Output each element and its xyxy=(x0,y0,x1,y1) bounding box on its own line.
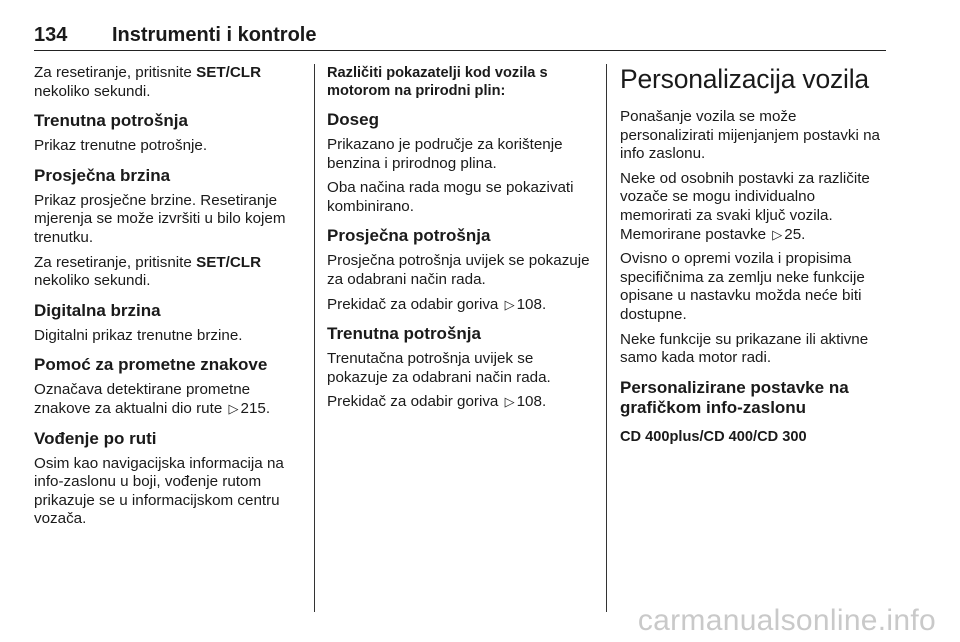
paragraph: Prikaz prosječne brzine. Resetiranje mjerenja se može izvršiti u bilo kojem trenutku. xyxy=(34,191,286,246)
paragraph: Prekidač za odabir goriva ▷ 108. xyxy=(327,393,547,411)
heading-route-guidance: Vođenje po ruti xyxy=(34,428,157,448)
heading-vehicle-personalization: Personalizacija vozila xyxy=(620,64,869,94)
page-reference-link[interactable]: 25. xyxy=(784,225,806,243)
paragraph: Oba načina rada mogu se pokazivati kombinirano. xyxy=(327,179,574,215)
column-right xyxy=(620,64,890,456)
heading-graphic-info-display: Personalizirane postavke na grafičkom info-zaslonu xyxy=(620,377,849,417)
paragraph: Označava detektirane prometne znakove za aktualni dio rute ▷ 215. xyxy=(34,381,271,417)
paragraph: Ovisno o opremi vozila i propisima specifičnima za zemlju neke funkcije opisane u nastavku možda neće biti dostupne. xyxy=(620,250,865,323)
page-reference-link[interactable]: 108. xyxy=(516,295,547,313)
column-middle xyxy=(327,64,593,418)
page-reference-link[interactable]: 108. xyxy=(516,393,547,411)
reset-instruction: Za resetiranje, pritisnite SET/CLR nekoliko sekundi. xyxy=(34,64,262,100)
section-title: Instrumenti i kontrole xyxy=(112,24,317,46)
set-clr-label: SET/CLR xyxy=(196,253,262,271)
heading-digital-speed: Digitalna brzina xyxy=(34,300,161,320)
page-reference-icon: ▷ xyxy=(504,296,515,312)
page-number: 134 xyxy=(34,24,68,46)
heading-average-consumption: Prosječna potrošnja xyxy=(327,226,491,246)
page-reference-icon: ▷ xyxy=(504,394,515,410)
paragraph: Neke od osobnih postavki za različite vozače se mogu individualno memorirati za svaki ključ vozila. Memorirane postavke ▷ 25. xyxy=(620,169,870,243)
reset-instruction: Za resetiranje, pritisnite SET/CLR nekoliko sekundi. xyxy=(34,253,262,290)
paragraph: Osim kao navigacijska informacija na info-zaslonu u boji, vođenje rutom prikazuje se u informacijskom centru vozača. xyxy=(34,454,284,528)
set-clr-label: SET/CLR xyxy=(196,64,262,81)
heading-current-consumption: Trenutna potrošnja xyxy=(327,324,481,344)
paragraph: Trenutačna potrošnja uvijek se pokazuje za odabrani način rada. xyxy=(327,350,551,386)
page-reference-link[interactable]: 215. xyxy=(240,399,271,417)
page-header xyxy=(34,22,886,51)
column-divider xyxy=(606,64,607,612)
heading-average-speed: Prosječna brzina xyxy=(34,165,171,185)
watermark-text: carmanualsonline.info xyxy=(637,604,936,637)
heading-range: Doseg xyxy=(327,110,379,129)
paragraph: Prekidač za odabir goriva ▷ 108. xyxy=(327,295,547,313)
page-reference-icon: ▷ xyxy=(772,226,783,242)
paragraph: Digitalni prikaz trenutne brzine. xyxy=(34,326,243,344)
column-left xyxy=(34,64,304,535)
heading-traffic-signs: Pomoć za prometne znakove xyxy=(34,355,268,375)
column-divider xyxy=(314,64,315,612)
paragraph: Prikazano je područje za korištenje benzina i prirodnog plina. xyxy=(327,136,563,172)
page-reference-icon: ▷ xyxy=(228,400,239,416)
paragraph: Ponašanje vozila se može personalizirati mijenjanjem postavki na info zaslonu. xyxy=(620,108,880,163)
heading-cng-indicators: Različiti pokazatelji kod vozila s motorom na prirodni plin: xyxy=(327,65,548,99)
paragraph: Prosječna potrošnja uvijek se pokazuje za odabrani način rada. xyxy=(327,252,590,288)
paragraph: Neke funkcije su prikazane ili aktivne samo kada motor radi. xyxy=(620,330,869,367)
heading-current-consumption: Trenutna potrošnja xyxy=(34,111,188,131)
heading-cd-models: CD 400plus/CD 400/CD 300 xyxy=(620,428,807,445)
paragraph: Prikaz trenutne potrošnje. xyxy=(34,137,208,155)
